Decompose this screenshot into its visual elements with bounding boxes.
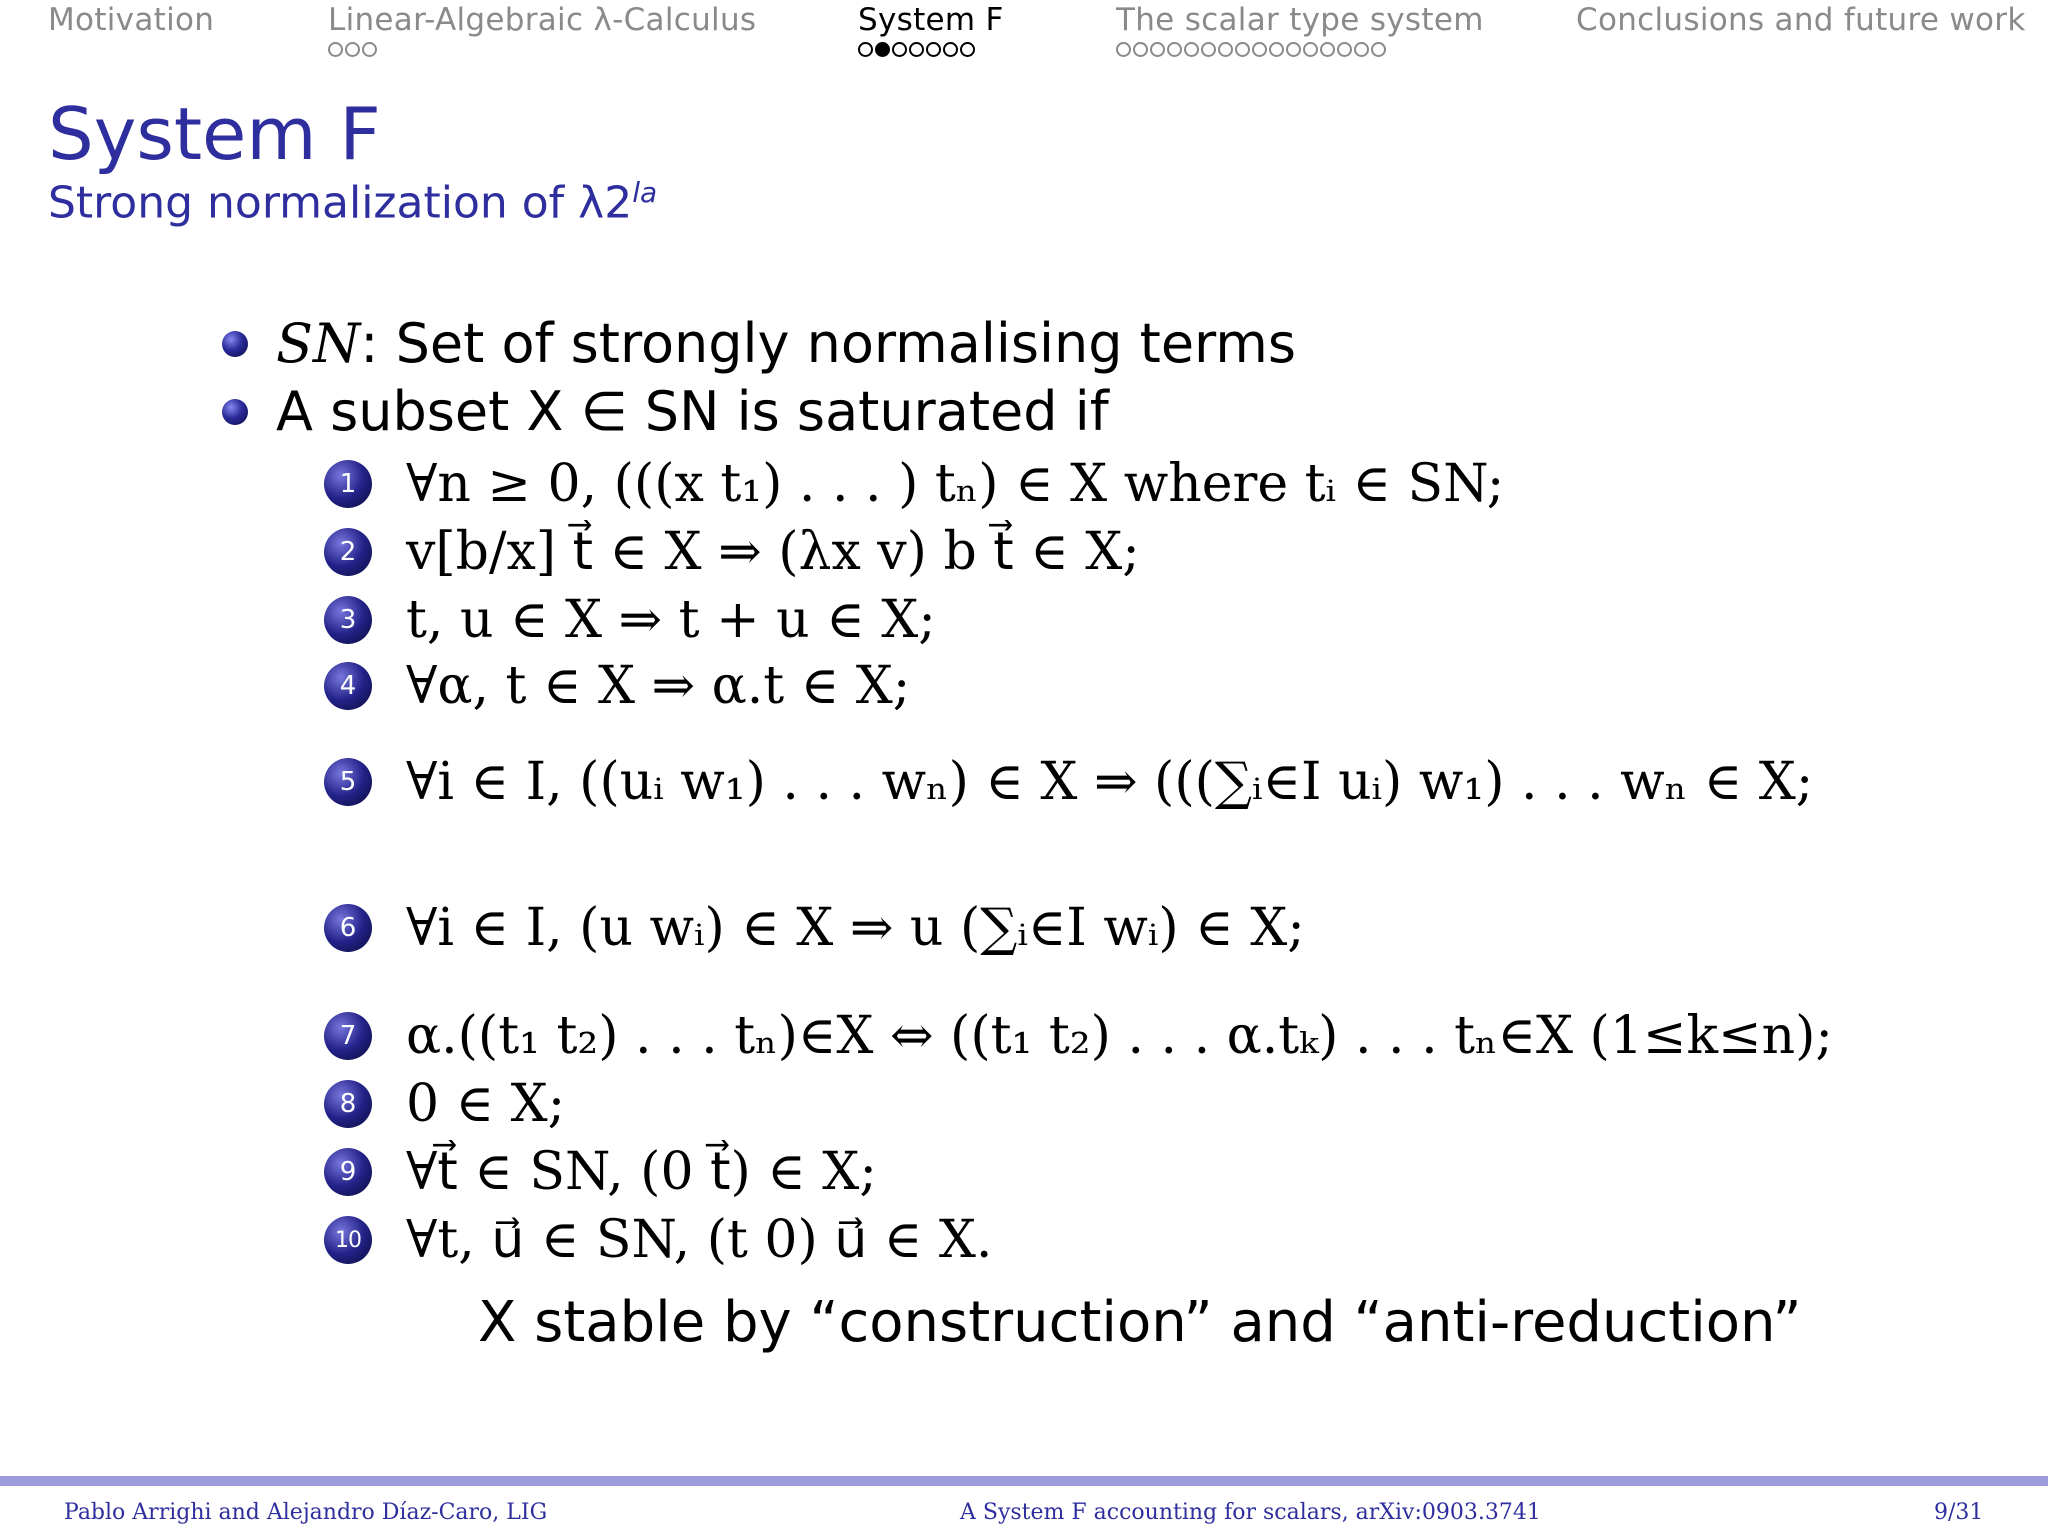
nav-frame-dot[interactable] — [1235, 42, 1250, 57]
nav-frame-dot[interactable] — [1252, 42, 1267, 57]
item-number-badge: 4 — [324, 662, 372, 710]
nav-frame-dot[interactable] — [362, 42, 377, 57]
condition-formula: ∀t, u⃗ ∈ SN, (t 0) u⃗ ∈ X. — [406, 1210, 993, 1270]
condition-formula: ∀i ∈ I, ((uᵢ w₁) . . . wₙ) ∈ X ⇒ (((∑ᵢ∈I uᵢ) w₁) . . . wₙ ∈ X; — [406, 752, 1814, 812]
item-number-badge: 2 — [324, 528, 372, 576]
bullet-text-rest: : Set of strongly normalising terms — [360, 312, 1297, 375]
subtitle-superscript: la — [632, 176, 658, 209]
nav-frame-dot[interactable] — [345, 42, 360, 57]
nav-frame-dots — [858, 42, 1004, 57]
nav-frame-dot[interactable] — [858, 42, 873, 57]
nav-frame-dot[interactable] — [1218, 42, 1233, 57]
nav-section-conclusions[interactable] — [1576, 2, 2026, 38]
bullet-sn-definition — [222, 312, 1296, 375]
condition-item-5 — [324, 752, 1813, 812]
nav-frame-dot[interactable] — [1303, 42, 1318, 57]
nav-frame-dot[interactable] — [1150, 42, 1165, 57]
nav-frame-dot[interactable] — [875, 42, 890, 57]
nav-section-motivation[interactable] — [48, 2, 214, 38]
section-navigation — [0, 0, 2048, 80]
nav-section-label: Motivation — [48, 2, 215, 38]
footer-bar — [0, 1476, 2048, 1486]
bullet-text — [276, 312, 1296, 375]
bullet-ball-icon — [222, 399, 248, 425]
item-number-badge: 3 — [324, 596, 372, 644]
nav-frame-dots — [328, 42, 756, 57]
nav-frame-dot[interactable] — [926, 42, 941, 57]
condition-formula: v[b/x] t⃗ ∈ X ⇒ (λx v) b t⃗ ∈ X; — [406, 522, 1140, 582]
nav-frame-dot[interactable] — [1201, 42, 1216, 57]
conclusion-statement: X stable by “construction” and “anti-reduction” — [478, 1290, 1802, 1355]
condition-formula: α.((t₁ t₂) . . . tₙ)∈X ⇔ ((t₁ t₂) . . . α.tₖ) . . . tₙ∈X (1≤k≤n); — [406, 1006, 1833, 1066]
bullet-ball-icon — [222, 331, 248, 357]
nav-frame-dot[interactable] — [1354, 42, 1369, 57]
nav-frame-dot[interactable] — [328, 42, 343, 57]
condition-formula: t, u ∈ X ⇒ t + u ∈ X; — [406, 590, 936, 650]
nav-frame-dot[interactable] — [943, 42, 958, 57]
nav-frame-dot[interactable] — [1371, 42, 1386, 57]
condition-item-3 — [324, 590, 936, 650]
condition-item-10 — [324, 1210, 992, 1270]
nav-section-label: Conclusions and future work — [1576, 2, 2026, 38]
item-number-badge: 1 — [324, 460, 372, 508]
condition-item-8 — [324, 1074, 565, 1134]
nav-frame-dot[interactable] — [1116, 42, 1131, 57]
nav-section-linear-algebraic[interactable] — [328, 2, 756, 57]
nav-frame-dot[interactable] — [909, 42, 924, 57]
condition-item-1 — [324, 454, 1504, 514]
nav-frame-dot[interactable] — [1167, 42, 1182, 57]
subtitle-text: Strong normalization of λ2 — [48, 177, 633, 229]
nav-section-scalar-type-system[interactable] — [1116, 2, 1484, 57]
nav-frame-dot[interactable] — [892, 42, 907, 57]
nav-frame-dot[interactable] — [960, 42, 975, 57]
condition-item-9 — [324, 1142, 877, 1202]
nav-section-system-f[interactable] — [858, 2, 1004, 57]
nav-frame-dots — [1116, 42, 1484, 57]
nav-section-label: The scalar type system — [1116, 2, 1484, 38]
condition-item-2 — [324, 522, 1140, 582]
condition-formula: ∀n ≥ 0, (((x t₁) . . . ) tₙ) ∈ X where tᵢ ∈ SN; — [406, 454, 1505, 514]
slide-subtitle — [48, 176, 657, 229]
condition-item-4 — [324, 656, 910, 716]
nav-section-label: System F — [858, 2, 1004, 38]
nav-frame-dot[interactable] — [1286, 42, 1301, 57]
condition-formula: 0 ∈ X; — [406, 1074, 566, 1134]
footer-authors: Pablo Arrighi and Alejandro Díaz-Caro, LIG — [64, 1500, 548, 1525]
item-number-badge: 9 — [324, 1148, 372, 1196]
condition-item-6 — [324, 898, 1305, 958]
nav-frame-dot[interactable] — [1184, 42, 1199, 57]
footer-paper-title: A System F accounting for scalars, arXiv:0903.3741 — [960, 1500, 1541, 1525]
sn-symbol: SN — [276, 312, 361, 375]
slide-title: System F — [48, 92, 381, 176]
item-number-badge: 8 — [324, 1080, 372, 1128]
nav-frame-dot[interactable] — [1269, 42, 1284, 57]
bullet-text: A subset X ∈ SN is saturated if — [276, 380, 1109, 443]
nav-frame-dot[interactable] — [1320, 42, 1335, 57]
footer-page-number: 9/31 — [1934, 1500, 1984, 1525]
bullet-saturated-definition — [222, 380, 1109, 443]
item-number-badge: 7 — [324, 1012, 372, 1060]
item-number-badge: 5 — [324, 758, 372, 806]
condition-formula: ∀i ∈ I, (u wᵢ) ∈ X ⇒ u (∑ᵢ∈I wᵢ) ∈ X; — [406, 898, 1305, 958]
nav-section-label: Linear-Algebraic λ-Calculus — [328, 2, 757, 38]
condition-formula: ∀t⃗ ∈ SN, (0 t⃗) ∈ X; — [406, 1142, 877, 1202]
item-number-badge: 10 — [324, 1216, 372, 1264]
condition-item-7 — [324, 1006, 1833, 1066]
nav-frame-dot[interactable] — [1133, 42, 1148, 57]
item-number-badge: 6 — [324, 904, 372, 952]
nav-frame-dot[interactable] — [1337, 42, 1352, 57]
condition-formula: ∀α, t ∈ X ⇒ α.t ∈ X; — [406, 656, 911, 716]
